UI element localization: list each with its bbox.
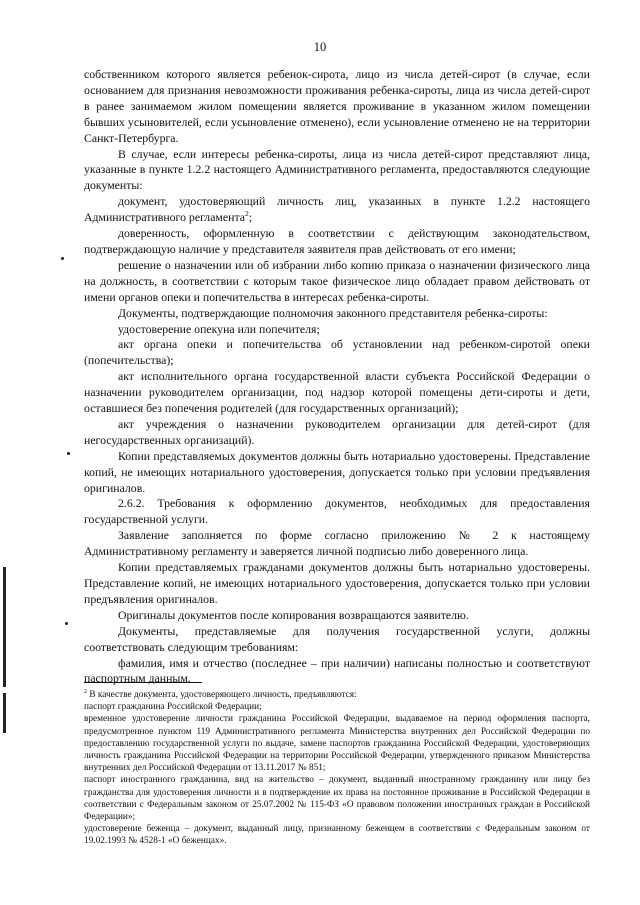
scan-bar: [3, 567, 6, 687]
main-text: [84, 67, 590, 687]
paragraph: удостоверение опекуна или попечителя;: [118, 321, 320, 336]
paragraph-tail: ;: [248, 210, 253, 225]
page-number: 10: [313, 40, 327, 54]
paragraph: фамилия, имя и отчество (последнее – при наличии) написаны полностью и соответствуют паспортным данным.: [84, 655, 590, 686]
footnote-item: паспорт иностранного гражданина, вид на жительство – документ, выданный иностранному гражданину или лицу без гражданства для удостоверения личности и в подтверждение их права на постоянное проживание в Российской Федерации в соответствии с Федеральным законом от 25.07.2002 № 115-ФЗ «О правовом положении иностранных граждан в Российской Федерации»;: [84, 775, 590, 823]
paragraph: акт исполнительного органа государственной власти субъекта Российской Федерации о назначении руководителем организации, под надзор которой помещены дети-сироты и дети, оставшиеся без попечения родителей (для государственных организаций);: [84, 369, 590, 416]
footnote-intro-text: В качестве документа, удостоверяющего личность, предъявляются:: [87, 690, 357, 700]
scan-dot: [65, 622, 68, 625]
scan-dot: [67, 452, 70, 455]
paragraph: собственником которого является ребенок-сирота, лицо из числа детей-сирот (в случае, если основанием для признания невозможности проживания ребенка-сироты, лица из числа детей-сирот в ранее занимаемом жилом помещении является проживание в указанном жилом помещении бывших усыновителей, если усыновление отменено), если усыновление отменено не на территории Санкт-Петербурга.: [84, 67, 590, 145]
paragraph: Заявление заполняется по форме согласно приложению № 2 к настоящему Административному регламенту и заверяется личной подписью либо доверенного лица.: [84, 528, 590, 559]
paragraph-text: документ, удостоверяющий личность лиц, указанных в пункте 1.2.2 настоящего Административного регламента: [84, 194, 590, 225]
paragraph: В случае, если интересы ребенка-сироты, лица из числа детей-сирот представляют лица, указанные в пункте 1.2.2 настоящего Административного регламента, предоставляются следующие документы:: [84, 146, 590, 193]
scan-bar: [3, 693, 6, 733]
footnote-item: паспорт гражданина Российской Федерации;: [84, 702, 262, 713]
footnote-reference: 2: [244, 209, 249, 219]
paragraph: решение о назначении или об избрании либо копию приказа о назначении физического лица на должность, в соответствии с которым такое физическое лицо обладает правом действовать от имени органов опеки и попечительства в интересах ребенка-сироты.: [84, 257, 590, 304]
footnote-item: временное удостоверение личности гражданина Российской Федерации, выдаваемое на период оформления паспорта, предусмотренное пунктом 119 Административного регламента Министерства внутренних дел Российской Федерации по предоставлению государственной услуги по выдаче, замене паспортов гражданина Российской Федерации, удостоверяющих личность гражданина Российской Федерации на территории Российской Федерации, утвержденного приказом Министерства внутренних дел Российской Федерации от 13.11.2017 № 851;: [84, 714, 590, 774]
paragraph: 2.6.2. Требования к оформлению документов, необходимых для предоставления государственной услуги.: [84, 496, 590, 527]
paragraph: доверенность, оформленную в соответствии с действующим законодательством, подтверждающую наличие у представителя заявителя прав действовать от его имени;: [84, 226, 590, 256]
footnote-item: удостоверение беженца – документ, выданный лицу, признанному беженцем в соответствии с Федеральным законом от 19.02.1993 № 4528-1 «О беженцах».: [84, 824, 590, 847]
paragraph: Документы, представляемые для получения государственной услуги, должны соответствовать следующим требованиям:: [84, 623, 590, 654]
paragraph: акт учреждения о назначении руководителем организации для детей-сирот (для негосударственных организаций).: [84, 416, 590, 447]
footnote-divider: [84, 682, 202, 683]
footnote-intro: [84, 689, 590, 701]
paragraph: Оригиналы документов после копирования возвращаются заявителю.: [118, 607, 469, 622]
paragraph: Копии представляемых документов должны быть нотариально удостоверены. Представление копий, не имеющих нотариального удостоверения, допускается только при условии предъявления оригиналов.: [84, 448, 590, 495]
scan-dot: [61, 257, 64, 260]
footnotes: [84, 689, 590, 848]
paragraph: Копии представляемых гражданами документов должны быть нотариально удостоверены. Представление копий, не имеющих нотариального удостоверения, допускается только при условии предъявления оригиналов.: [84, 560, 590, 606]
paragraph: Документы, подтверждающие полномочия законного представителя ребенка-сироты:: [118, 305, 548, 320]
paragraph: акт органа опеки и попечительства об установлении над ребенком-сиротой опеки (попечительства);: [84, 337, 590, 368]
footnote-marker: 2: [84, 688, 88, 695]
paragraph: [84, 194, 590, 226]
